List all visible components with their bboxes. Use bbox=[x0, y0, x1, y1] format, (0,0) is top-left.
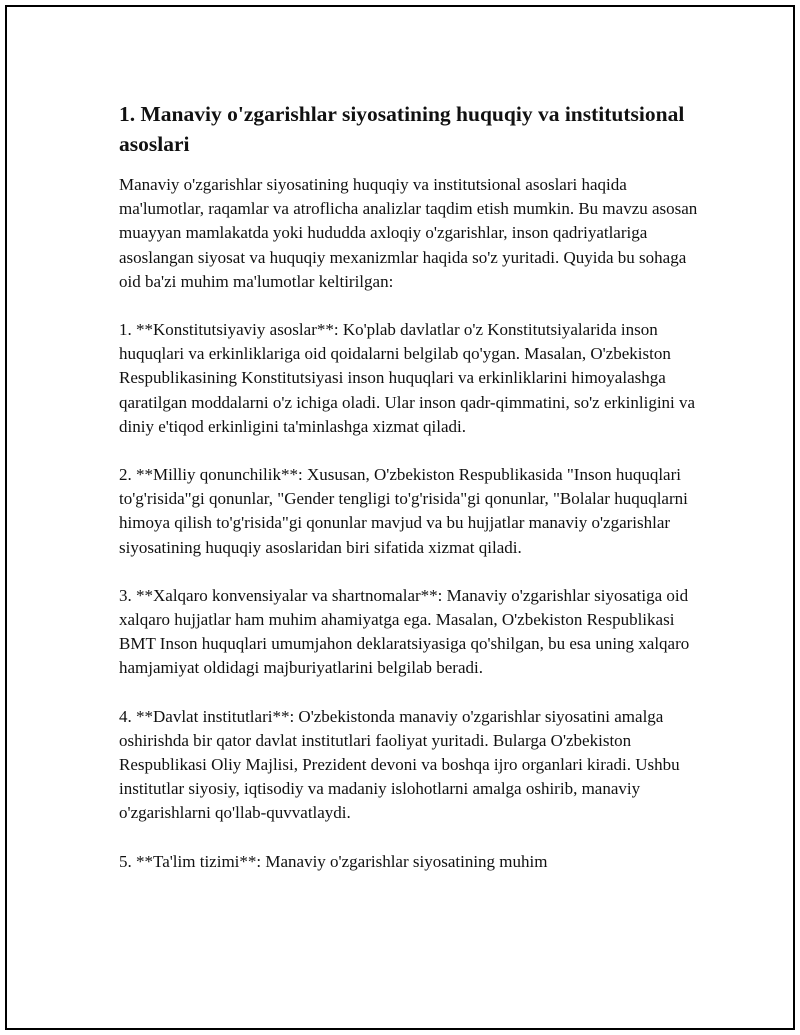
document-body bbox=[119, 99, 699, 898]
paragraph-education-system: 5. **Ta'lim tizimi**: Manaviy o'zgarishlar siyosatining muhim bbox=[119, 851, 548, 871]
page-frame bbox=[5, 5, 795, 1030]
section-title: 1. Manaviy o'zgarishlar siyosatining huquqiy va institutsional asoslari bbox=[119, 102, 685, 156]
paragraph-national-legislation: 2. **Milliy qonunchilik**: Xususan, O'zbekiston Respublikasida "Inson huquqlari to'g'risida"gi qonunlar, "Gender tengligi to'g'risida"gi qonunlar, "Bolalar huquqlarni himoya qilish to'g'risida"gi qonunlar mavjud va bu hujjatlar manaviy o'zgarishlar siyosatining huquqiy asoslaridan biri sifatida xizmat qiladi. bbox=[119, 465, 688, 557]
paragraph-international-conventions: 3. **Xalqaro konvensiyalar va shartnomalar**: Manaviy o'zgarishlar siyosatiga oid xalqaro hujjatlar ham muhim ahamiyatga ega. Masalan, O'zbekiston Respublikasi BMT Inson huquqlari umumjahon deklaratsiyasiga qo'shilgan, bu esa uning xalqaro hamjamiyat oldidagi majburiyatlarini belgilab beradi. bbox=[119, 585, 690, 678]
intro-paragraph: Manaviy o'zgarishlar siyosatining huquqiy va institutsional asoslari haqida ma'lumotlar, raqamlar va atroflicha analizlar taqdim etish mumkin. Bu mavzu asosan muayyan mamlakatda yoki hududda axloqiy o'zgarishlar, inson qadriyatlariga asoslangan siyosat va huquqiy mexanizmlar haqida so'z yuritadi. Quyida bu sohaga oid ba'zi muhim ma'lumotlar keltirilgan: bbox=[119, 175, 698, 291]
paragraph-state-institutions: 4. **Davlat institutlari**: O'zbekistonda manaviy o'zgarishlar siyosatini amalga oshirishda bir qator davlat institutlari faoliyat yuritadi. Bularga O'zbekiston Respublikasi Oliy Majlisi, Prezident devoni va boshqa ijro organlari kiradi. Ushbu institutlar siyosiy, iqtisodiy va madaniy islohotlarni amalga oshirib, manaviy o'zgarishlarni qo'llab-quvvatlaydi. bbox=[119, 706, 680, 823]
paragraph-constitutional-basis: 1. **Konstitutsiyaviy asoslar**: Ko'plab davlatlar o'z Konstitutsiyalarida inson huquqlari va erkinliklariga oid qoidalarni belgilab qo'ygan. Masalan, O'zbekiston Respublikasining Konstitutsiyasi inson huquqlari va erkinliklarini himoyalashga qaratilgan moddalarni o'z ichiga oladi. Ular inson qadr-qimmatini, so'z erkinligini va diniy e'tiqod erkinligini ta'minlashga xizmat qiladi. bbox=[119, 320, 696, 436]
